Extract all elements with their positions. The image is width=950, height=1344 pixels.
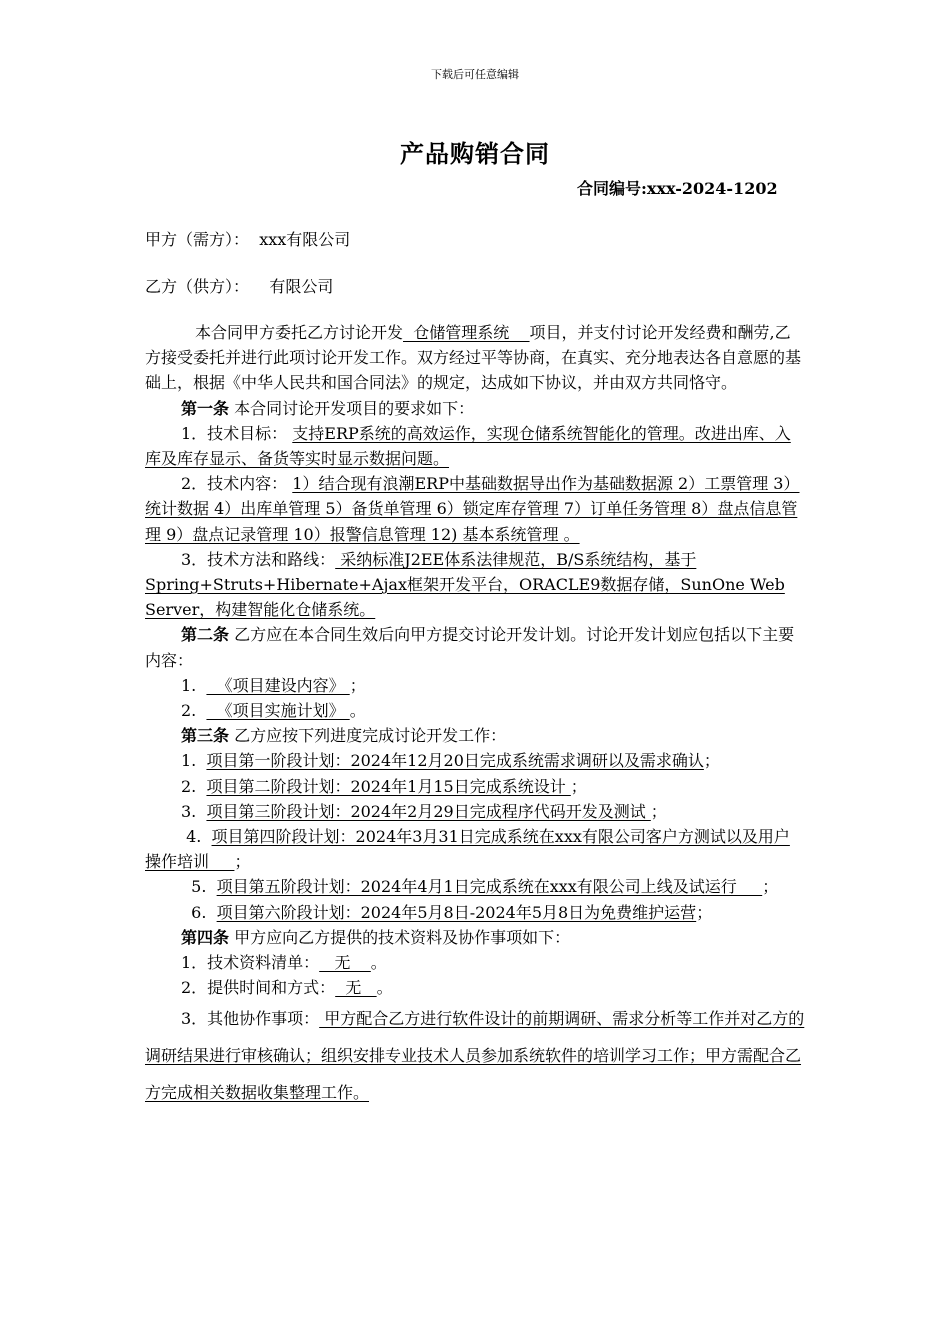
article2-heading: 第二条 乙方应在本合同生效后向甲方提交讨论开发计划。讨论开发计划应包括以下主要内容： [145,625,795,670]
article3-heading: 第三条 乙方应按下列进度完成讨论开发工作： [181,726,507,746]
party-a [145,227,350,250]
document-title: 产品购销合同 [400,139,550,168]
party-b [145,274,333,297]
article2-item: 2. 《项目实施计划》 。 [181,701,366,721]
article2-item: 1. 《项目建设内容》 ； [181,675,366,695]
project-name: 仓储管理系统 [403,323,530,342]
contract-number: 合同编号:xxx-2024-1202 [577,179,778,198]
article4-list: 1．技术资料清单： 无 。 [181,953,387,973]
article4-heading: 第四条 甲方应向乙方提供的技术资料及协作事项如下： [181,927,571,947]
header-note: 下载后可任意编辑 [431,68,519,81]
article1-method: 3．技术方法和路线： 采纳标准J2EE体系法律规范，B/S系统结构，基于Spring+Struts+Hibernate+Ajax框架开发平台，ORACLE9数据存储，SunOne Web Server，构建智能化仓储系统。 [145,549,785,620]
article3-item: 4. 项目第四阶段计划：2024年3月31日完成系统在xxx有限公司客户方测试以及用户操作培训 ； [145,827,790,872]
article1-goal: 1．技术目标： 支持ERP系统的高效运作，实现仓储系统智能化的管理。改进出库、入库及库存显示、备货等实时显示数据问题。 [145,423,791,469]
party-a-value: xxx有限公司 [259,230,351,249]
intro-paragraph: 本合同甲方委托乙方讨论开发 仓储管理系统 项目，并支付讨论开发经费和酬劳,乙方接受委托并进行此项讨论开发工作。双方经过平等协商，在真实、充分地表达各自意愿的基础上，根据《中华人民共和国合同法》的规定，达成如下协议，并由双方共同恪守。 [145,323,802,393]
article1-content: 2．技术内容： 1）结合现有浪潮ERP中基础数据导出作为基础数据源 2）工票管理 3）统计数据 4）出库单管理 5）备货单管理 6）锁定库存管理 7）订单任务管理 8）盘点信息管理 9）盘点记录管理 10）报警信息管理 12) 基本系统管理 。 [145,474,800,544]
contract-body [145,320,805,1111]
article3-item: 1. 项目第一阶段计划：2024年12月20日完成系统需求调研以及需求确认； [181,751,720,771]
article1-heading: 第一条 本合同讨论开发项目的要求如下： [181,398,475,418]
article4-time: 2．提供时间和方式： 无 。 [181,978,393,998]
article4-other: 3．其他协作事项： 甲方配合乙方进行软件设计的前期调研、需求分析等工作并对乙方的调研结果进行审核确认；组织安排专业技术人员参加系统软件的培训学习工作；甲方需配合乙方完成相关数据收集整理工作。 [145,1009,805,1103]
party-b-label: 乙方（供方）： [145,277,250,296]
article3-item: 6. 项目第六阶段计划：2024年5月8日-2024年5月8日为免费维护运营； [181,902,713,922]
article3-item: 3. 项目第三阶段计划：2024年2月29日完成程序代码开发及测试 ； [181,801,667,821]
article3-item: 5. 项目第五阶段计划：2024年4月1日完成系统在xxx有限公司上线及试运行 ； [181,877,779,897]
party-b-value: 有限公司 [269,277,334,296]
party-a-label: 甲方（需方）： [145,230,250,249]
article3-item: 2. 项目第二阶段计划：2024年1月15日完成系统设计 ； [181,776,587,796]
